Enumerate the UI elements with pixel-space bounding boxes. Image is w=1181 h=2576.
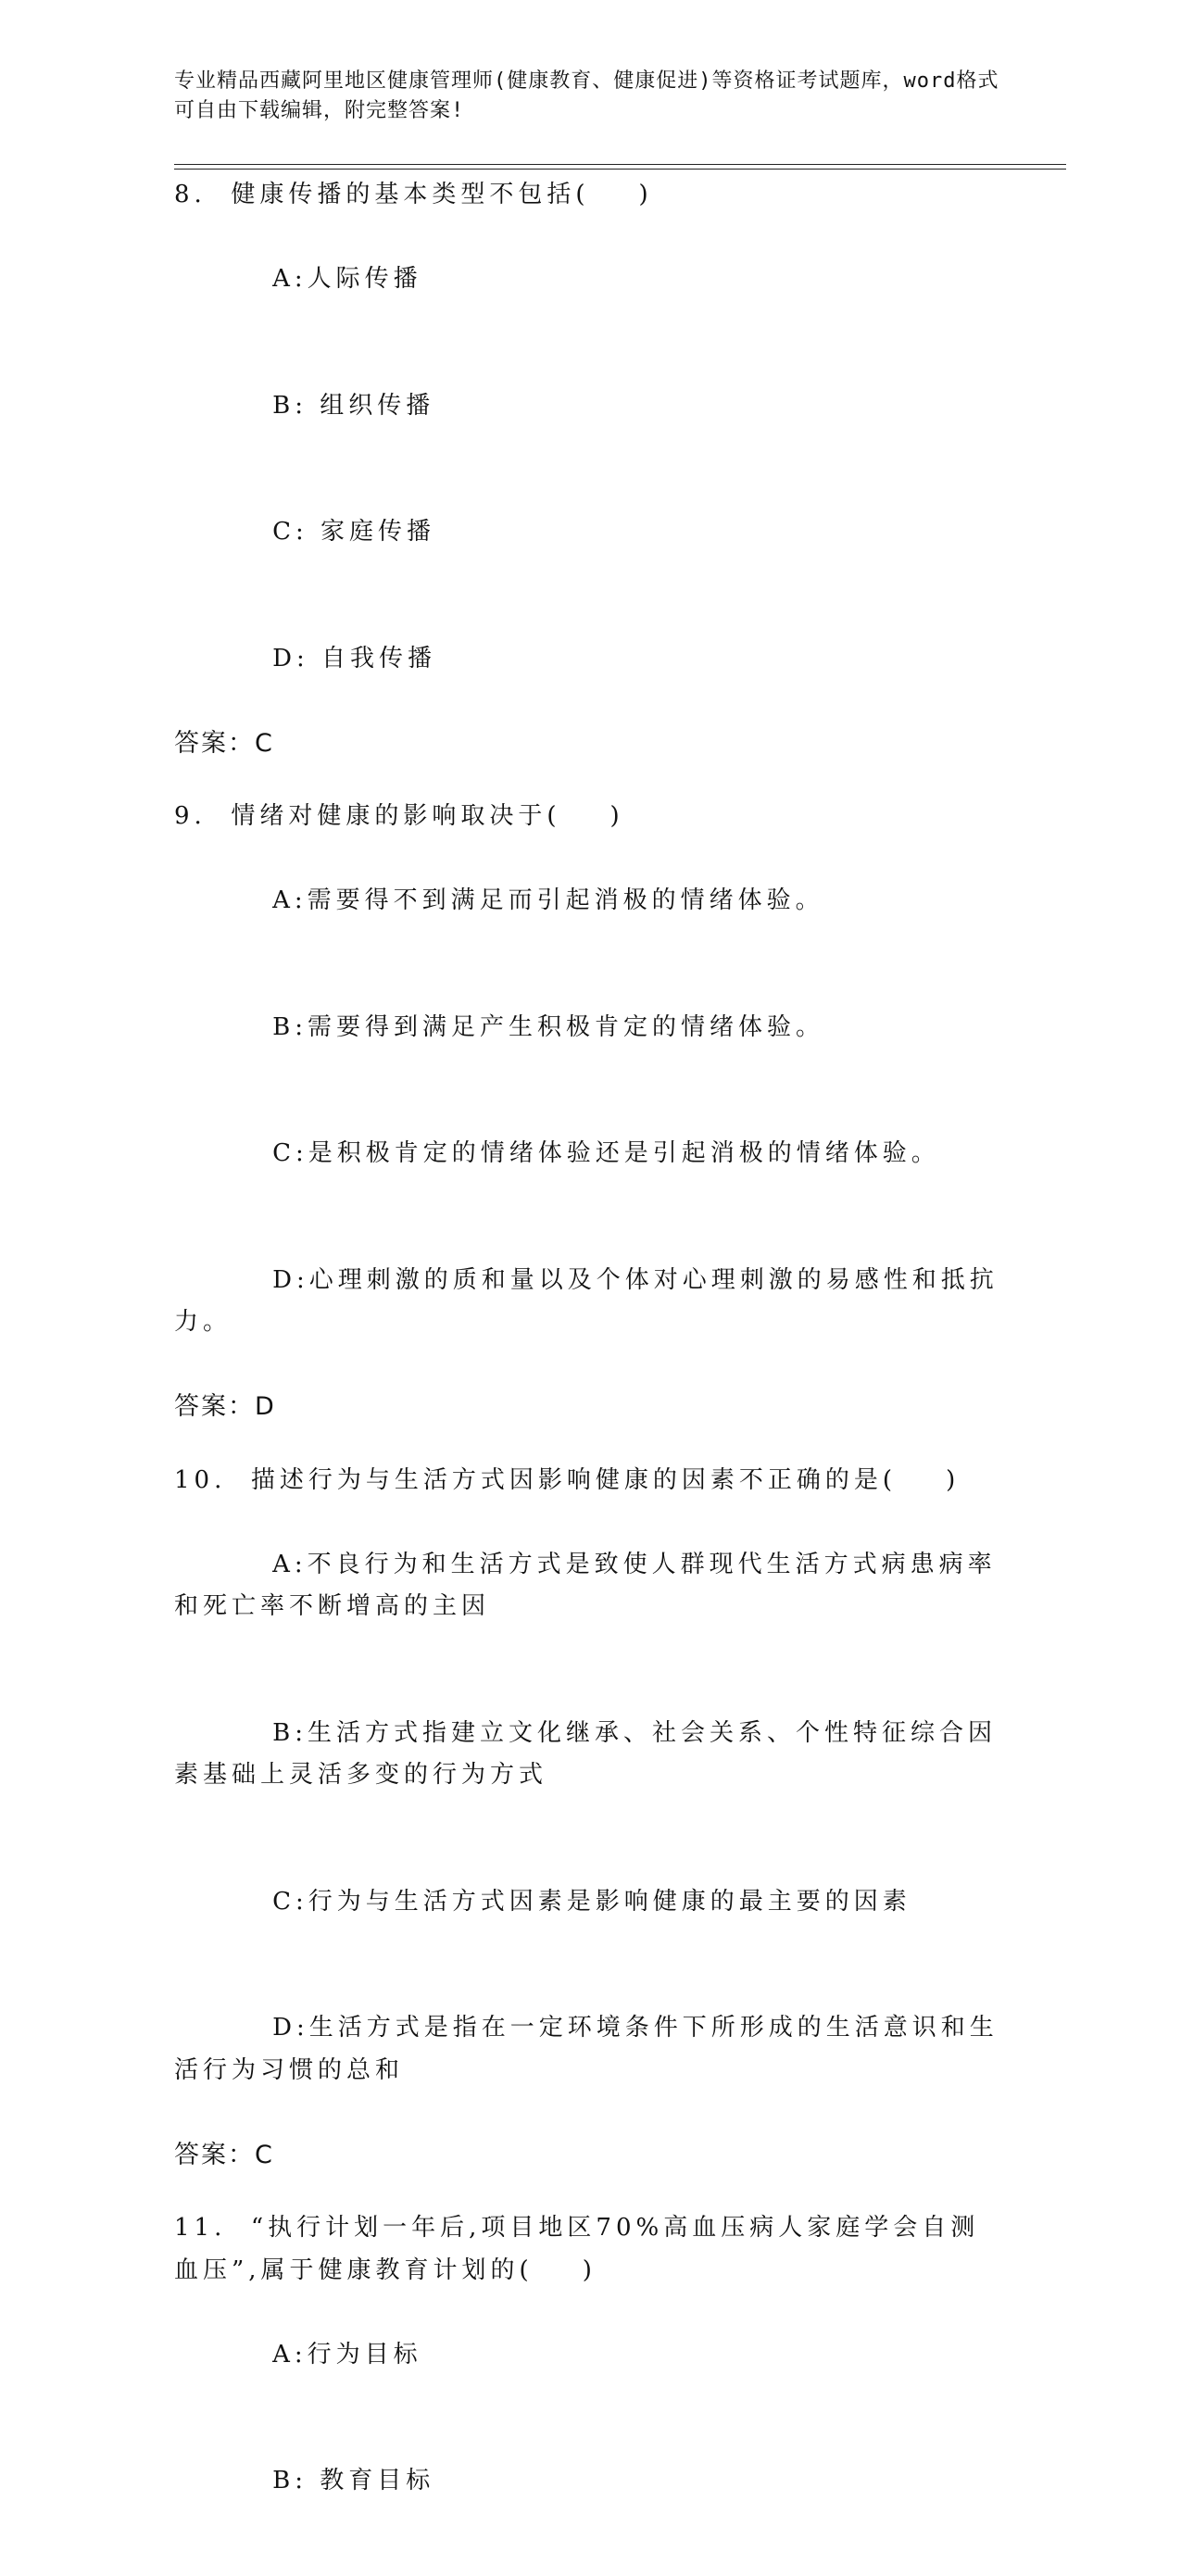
answer-label: 答案：C [174,2140,274,2169]
option-c [174,1839,1008,1966]
option-letter: B: [272,391,308,420]
option-letter: B: [272,1718,308,1747]
question-10 [174,1460,1008,2177]
header-divider-bottom [174,169,1066,170]
option-a [174,838,1008,965]
option-letter: C: [272,518,308,546]
answer-label: 答案：C [174,728,274,758]
question-stem: 11. “执行计划一年后,项目地区70%高血压病人家庭学会自测血压”,属于健康教育计划的( ) [174,2214,980,2284]
option-text: 生活方式是指在一定环境条件下所形成的生活意识和生活行为习惯的总和 [174,2014,999,2084]
header-divider-top [174,164,1066,165]
option-letter: D: [272,1265,309,1294]
option-text: 行为目标 [307,2340,422,2369]
option-text: 家庭传播 [308,518,436,546]
option-text: 不良行为和生活方式是致使人群现代生活方式病患病率和死亡率不断增高的主因 [174,1550,997,1620]
option-letter: A: [272,265,308,293]
option-text: 教育目标 [308,2467,435,2494]
document-header [174,67,1008,126]
option-letter: D: [272,644,309,672]
option-text: 是积极肯定的情绪体验还是引起消极的情绪体验。 [308,1139,940,1167]
option-letter: A: [272,886,308,914]
option-letter: C: [272,1139,308,1167]
option-d [174,596,1008,723]
option-a [174,1502,1008,1670]
option-text: 心理刺激的质和量以及个体对心理刺激的易感性和抵抗力。 [174,1265,999,1336]
question-9 [174,796,1008,1428]
option-d [174,1966,1008,2134]
option-b [174,1670,1008,1839]
option-text: 生活方式指建立文化继承、社会关系、个性特征综合因素基础上灵活多变的行为方式 [174,1718,998,1789]
header-intro-text: 专业精品西藏阿里地区健康管理师(健康教育、健康促进)等资格证考试题库，word格式可自由下载编辑，附完整答案! [174,69,999,122]
option-a [174,2292,1008,2419]
option-text: 需要得不到满足而引起消极的情绪体验。 [307,886,824,914]
option-text: 组织传播 [308,391,435,420]
option-text: 人际传播 [307,265,422,293]
question-stem: 9. 情绪对健康的影响取决于( ) [174,802,624,830]
question-8 [174,174,1008,764]
question-list [174,174,1008,2576]
option-letter: D: [272,2014,309,2042]
option-c [174,470,1008,597]
option-letter: B: [272,1012,308,1041]
option-letter: A: [272,1550,308,1578]
option-text: 自我传播 [308,644,436,672]
question-stem: 10. 描述行为与生活方式因影响健康的因素不正确的是( ) [174,1465,961,1494]
option-letter: B: [272,2467,308,2494]
option-text: 需要得到满足产生积极肯定的情绪体验。 [308,1012,825,1041]
option-b [174,964,1008,1091]
option-text: 行为与生活方式因素是影响健康的最主要的因素 [308,1887,911,1916]
option-b [174,2419,1008,2545]
option-letter: C: [272,1887,308,1916]
option-a [174,217,1008,344]
option-letter: A: [272,2340,308,2369]
answer-label: 答案：D [174,1392,276,1421]
option-d [174,1217,1008,1386]
option-b [174,343,1008,470]
question-11 [174,2207,1008,2545]
option-c [174,1091,1008,1218]
question-stem: 8. 健康传播的基本类型不包括( ) [174,181,653,208]
